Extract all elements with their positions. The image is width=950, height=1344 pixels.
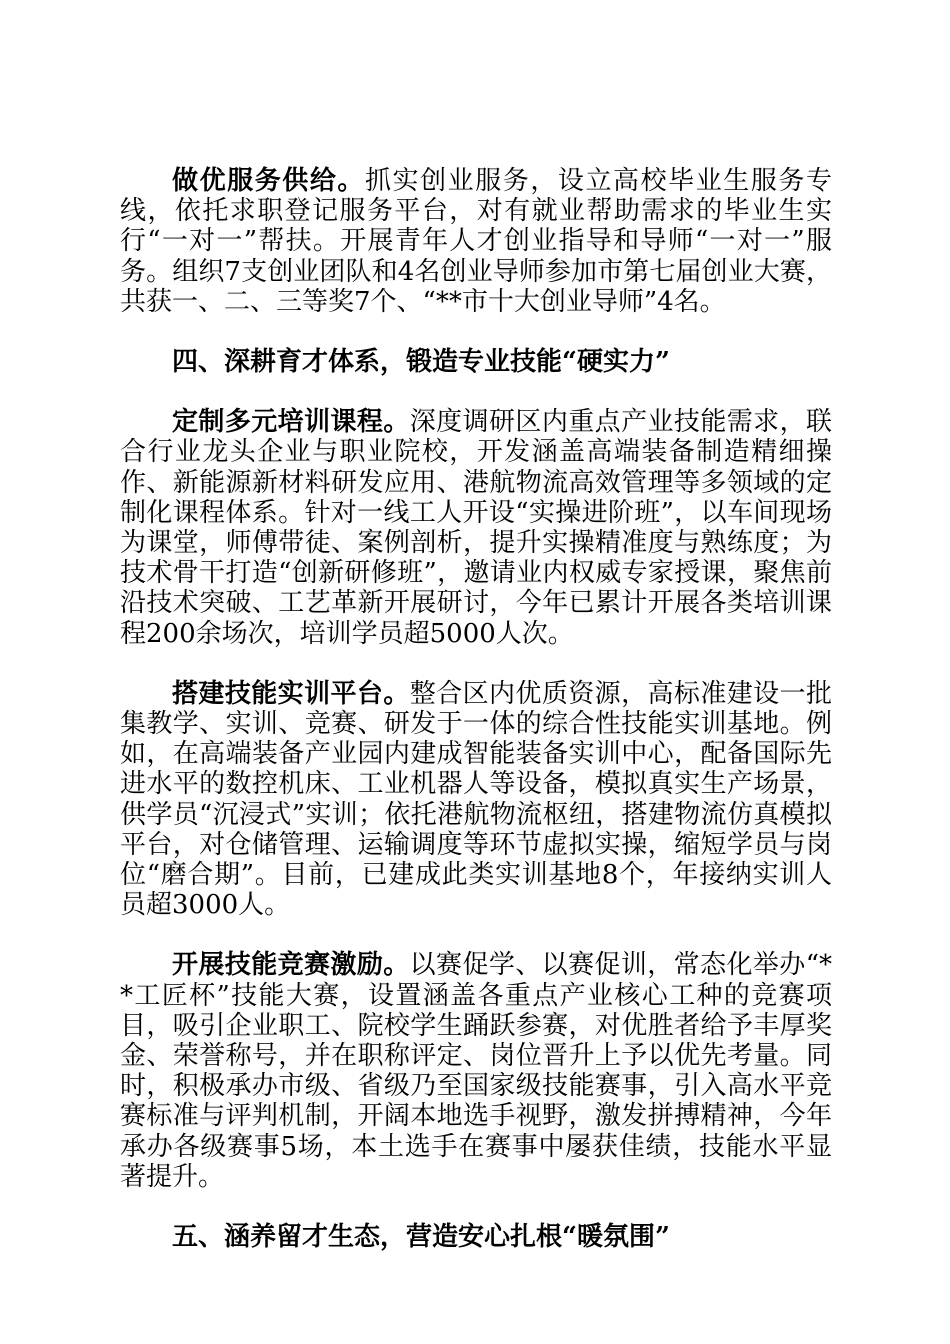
paragraph-skill-competition	[120, 950, 832, 1192]
paragraph-lead: 做优服务供给。	[172, 166, 365, 196]
paragraph-text: 整合区内优质资源，高标准建设一批集教学、实训、竞赛、研发于一体的综合性技能实训基地。例如，在高端装备产业园内建成智能装备实训中心，配备国际先进水平的数控机床、工业机器人等设备，模拟真实生产场景，供学员“沉浸式”实训；依托港航物流枢纽，搭建物流仿真模拟平台，对仓储管理、运输调度等环节虚拟实操，缩短学员与岗位“磨合期”。目前，已建成此类实训基地8个，年接纳实训人员超3000人。	[120, 678, 832, 921]
paragraph-training-courses	[120, 407, 832, 649]
paragraph-lead: 开展技能竞赛激励。	[172, 950, 410, 981]
paragraph-text: 抓实创业服务，设立高校毕业生服务专线，依托求职登记服务平台，对有就业帮助需求的毕业生实行“一对一”帮扶。开展青年人才创业指导和导师“一对一”服务。组织7支创业团队和4名创业导师参加市第七届创业大赛，共获一、二、三等奖7个、“**市十大创业导师”4名。	[120, 166, 832, 317]
paragraph-text: 以赛促学、以赛促训，常态化举办“**工匠杯”技能大赛，设置涵盖各重点产业核心工种的竞赛项目，吸引企业职工、院校学生踊跃参赛，对优胜者给予丰厚奖金、荣誉称号，并在职称评定、岗位晋升上予以优先考量。同时，积极承办市级、省级乃至国家级技能赛事，引入高水平竞赛标准与评判机制，开阔本地选手视野，激发拼搏精神，今年承办各级赛事5场，本土选手在赛事中屡获佳绩，技能水平显著提升。	[120, 950, 832, 1192]
paragraph-text: 深度调研区内重点产业技能需求，联合行业龙头企业与职业院校，开发涵盖高端装备制造精细操作、新能源新材料研发应用、港航物流高效管理等多领域的定制化课程体系。针对一线工人开设“实操进阶班”，以车间现场为课堂，师傅带徒、案例剖析，提升实操精准度与熟练度；为技术骨干打造“创新研修班”，邀请业内权威专家授课，聚焦前沿技术突破、工艺革新开展研讨，今年已累计开展各类培训课程200余场次，培训学员超5000人次。	[120, 407, 832, 649]
paragraph-service-supply	[120, 166, 832, 317]
paragraph-lead: 搭建技能实训平台。	[172, 678, 410, 709]
paragraph-training-platform	[120, 679, 832, 921]
section-heading-four: 四、深耕育才体系，锻造专业技能“硬实力”	[172, 347, 670, 378]
paragraph-lead: 定制多元培训课程。	[172, 407, 410, 438]
section-heading-five: 五、涵养留才生态，营造安心扎根“暖氛围”	[172, 1222, 670, 1253]
document-body	[120, 166, 832, 1282]
